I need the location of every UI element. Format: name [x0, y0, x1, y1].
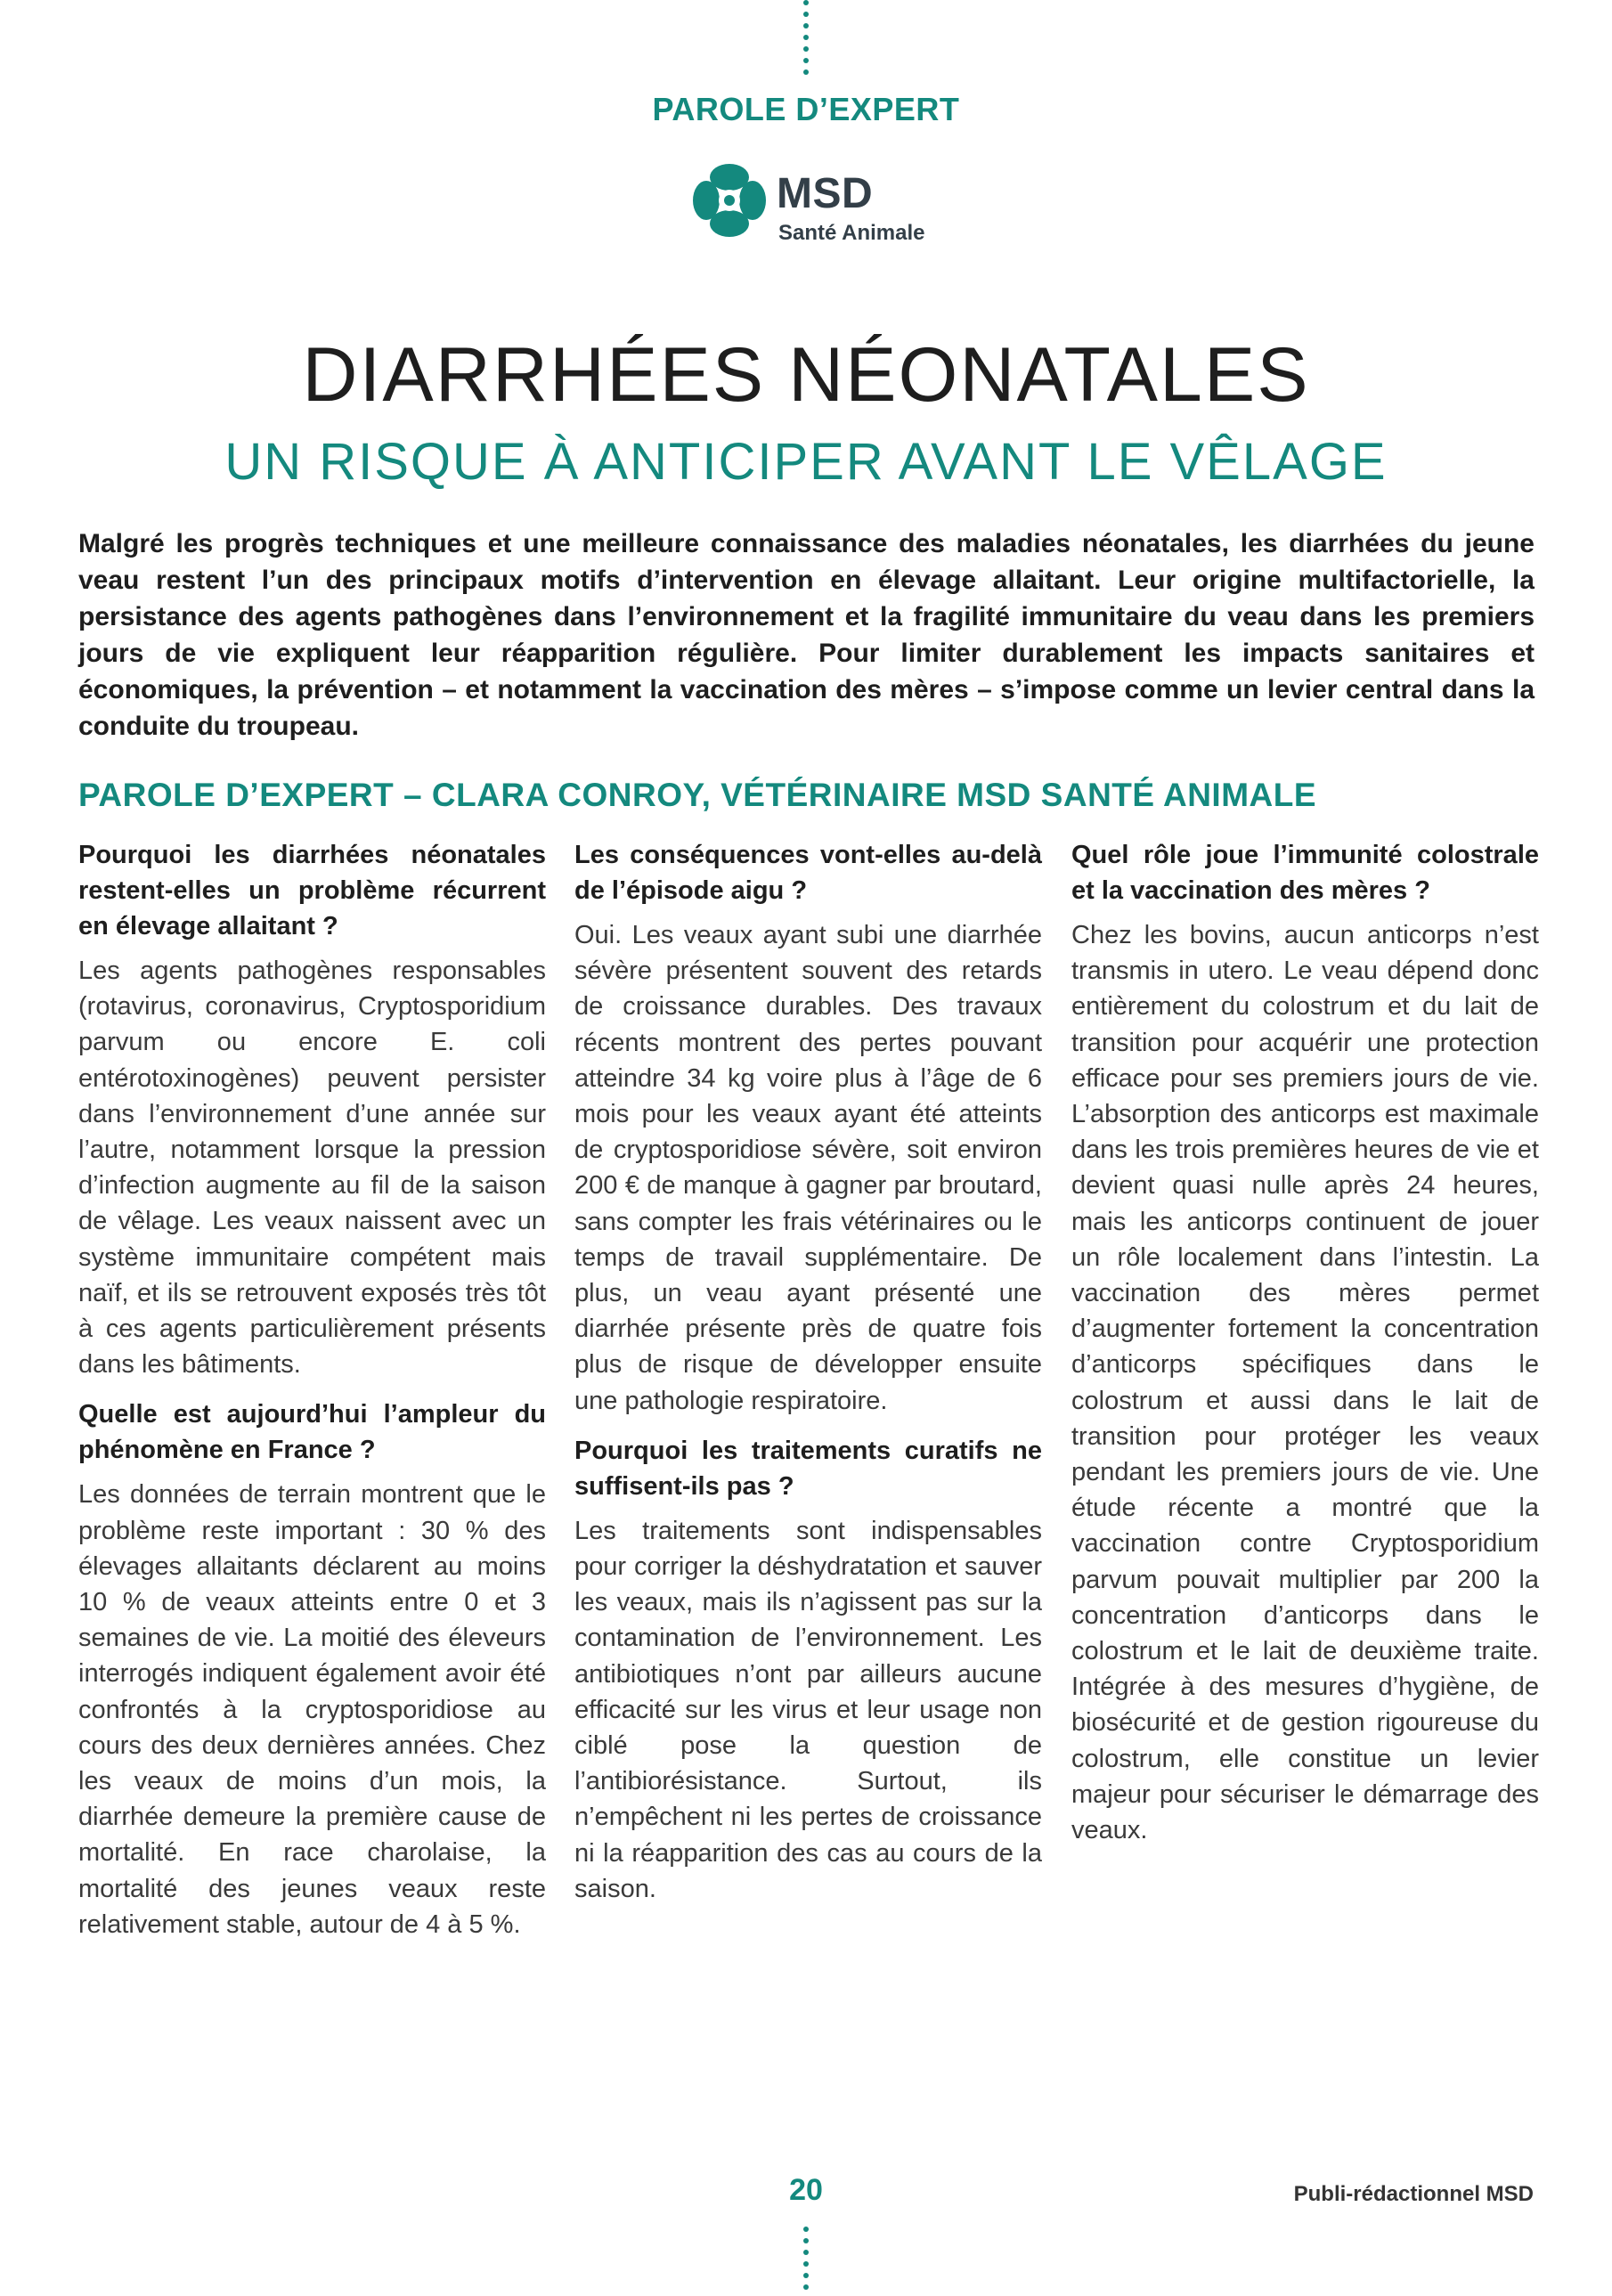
answer-5: Chez les bovins, aucun anticorps n’est transmis in utero. Le veau dépend donc entièrement du colostrum et du lait de transition pour acquérir une protection efficace pour ses premiers jours de vie. L’absorption des anticorps est maximale dans les trois premières heures de vie et devient quasi nulle après 24 heures, mais les anticorps continuent de jouer un rôle localement dans l’intestin. La vaccination des mères permet d’augmenter fortement la concentration d’anticorps spécifiques dans le colostrum et aussi dans le lait de transition pour protéger les veaux pendant les premiers jours de vie. Une étude récente a montré que la vaccination contre Cryptosporidium parvum pouvait multiplier par 200 la concentration d’anticorps dans le colostrum et le lait de deuxième traite. Intégrée à des mesures d’hygiène, de biosécurité et de gestion rigoureuse du colostrum, elle constitue un levier majeur pour sécuriser le démarrage des veaux. [1071, 921, 1539, 1845]
logo-brand: MSD [777, 170, 874, 217]
logo-subtitle: Santé Animale [778, 221, 925, 245]
footer-label: Publi-rédactionnel MSD [1293, 2182, 1534, 2206]
column-2 [574, 837, 1042, 1921]
question-3: Les conséquences vont-elles au-delà de l’épisode aigu ? [574, 841, 1042, 905]
expert-section-heading: PAROLE D’EXPERT – CLARA CONROY, VÉTÉRINAIRE MSD SANTÉ ANIMALE [78, 777, 1317, 813]
answer-1: Les agents pathogènes responsables (rotavirus, coronavirus, Cryptosporidium parvum ou encore E. coli entérotoxinogènes) peuvent persister dans l’environnement d’une année sur l’autre, notamment lorsque la pression d’infection augmente au fil de la saison de vêlage. Les veaux naissent avec un système immunitaire compétent mais naïf, et ils se retrouvent exposés très tôt à ces agents particulièrement présents dans les bâtiments. [78, 957, 546, 1380]
article-intro: Malgré les progrès techniques et une meilleure connaissance des maladies néonatales, les diarrhées du jeune veau restent l’un des principaux motifs d’intervention en élevage allaitant. Leur origine multifactorielle, la persistance des agents pathogènes dans l’environnement et la fragilité immunitaire du veau dans les premiers jours de vie expliquent leur réapparition régulière. Pour limiter durablement les impacts sanitaires et économiques, la prévention – et notamment la vaccination des mères – s’impose comme un levier central dans la conduite du troupeau. [78, 529, 1535, 741]
question-1: Pourquoi les diarrhées néonatales restent-elles un problème récurrent en élevage allaitant ? [78, 841, 546, 940]
question-4: Pourquoi les traitements curatifs ne suffisent-ils pas ? [574, 1436, 1042, 1501]
bottom-dotted-line [803, 2227, 809, 2296]
column-3 [1071, 837, 1539, 1862]
article-subtitle: UN RISQUE À ANTICIPER AVANT LE VÊLAGE [224, 433, 1388, 491]
question-2: Quelle est aujourd’hui l’ampleur du phénomène en France ? [78, 1400, 546, 1465]
answer-4: Les traitements sont indispensables pour corriger la déshydratation et sauver les veaux, mais ils n’agissent pas sur la contamination de l’environnement. Les antibiotiques n’ont par ailleurs aucune efficacité sur les virus et leur usage non ciblé pose la question de l’antibiorésistance. Surtout, ils n’empêchent ni les pertes de croissance ni la réapparition des cas au cours de la saison. [574, 1516, 1042, 1903]
msd-logo [691, 162, 932, 251]
page-number: 20 [789, 2173, 823, 2207]
section-kicker: PAROLE D’EXPERT [652, 91, 960, 127]
msd-logo-icon [691, 162, 768, 239]
top-dotted-line [803, 0, 809, 81]
article-title: DIARRHÉES NÉONATALES [302, 332, 1310, 418]
answer-2: Les données de terrain montrent que le problème reste important : 30 % des élevages allaitants déclarent au moins 10 % de veaux atteints entre 0 et 3 semaines de vie. La moitié des éleveurs interrogés indiquent également avoir été confrontés à la cryptosporidiose au cours des deux dernières années. Chez les veaux de moins d’un mois, la diarrhée demeure la première cause de mortalité. En race charolaise, la mortalité des jeunes veaux reste relativement stable, autour de 4 à 5 %. [78, 1480, 546, 1939]
question-5: Quel rôle joue l’immunité colostrale et la vaccination des mères ? [1071, 841, 1539, 905]
column-1 [78, 837, 546, 1957]
answer-3: Oui. Les veaux ayant subi une diarrhée sévère présentent souvent des retards de croissance durables. Des travaux récents montrent des pertes pouvant atteindre 34 kg voire plus à l’âge de 6 mois pour les veaux ayant été atteints de cryptosporidiose sévère, soit environ 200 € de manque à gagner par broutard, sans compter les frais vétérinaires ou le temps de travail supplémentaire. De plus, un veau ayant présenté une diarrhée présente près de quatre fois plus de risque de développer ensuite une pathologie respiratoire. [574, 921, 1042, 1415]
